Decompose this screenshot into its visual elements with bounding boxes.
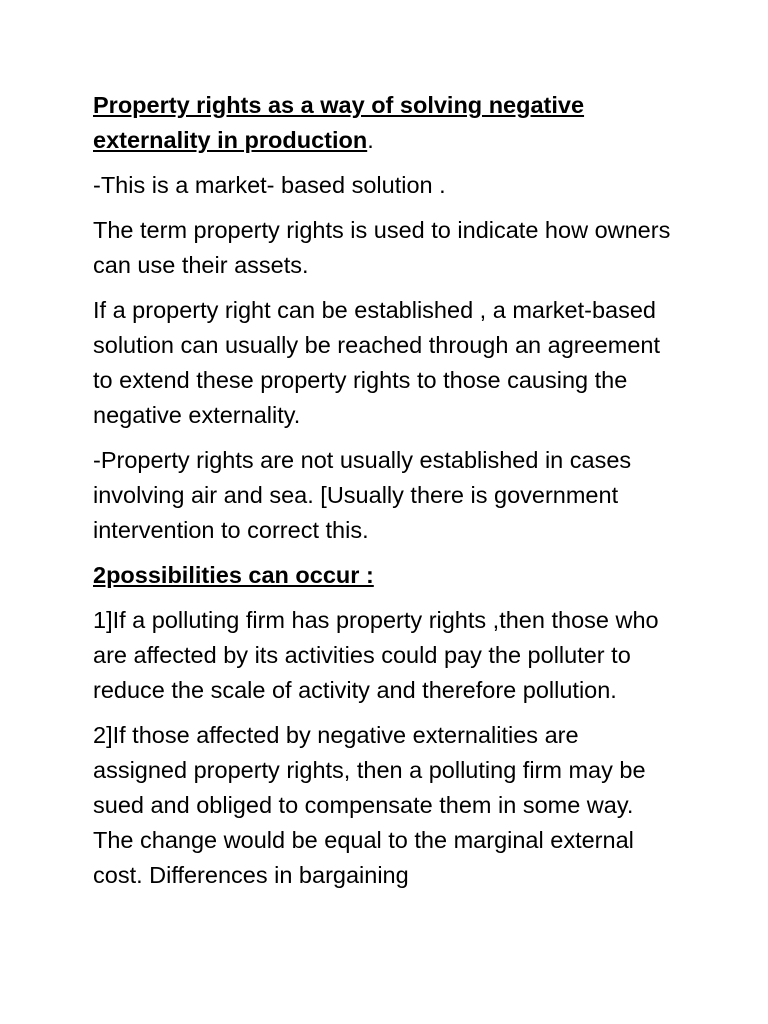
- document-title: [93, 88, 673, 158]
- paragraph-air-and-sea: -Property rights are not usually established in cases involving air and sea. [Usually there is government intervention to correct this.: [93, 447, 632, 543]
- document-body: [93, 88, 673, 903]
- paragraph-established: If a property right can be established , a market-based solution can usually be reached through an agreement to extend these property rights to those causing the negative externality.: [93, 297, 660, 428]
- paragraph-definition: The term property rights is used to indicate how owners can use their assets.: [93, 217, 671, 278]
- possibility-two: 2]If those affected by negative externalities are assigned property rights, then a polluting firm may be sued and obliged to compensate them in some way. The change would be equal to the marginal external cost. Differences in bargaining: [93, 722, 646, 888]
- title-suffix: .: [367, 127, 374, 153]
- possibility-one: 1]If a polluting firm has property rights ,then those who are affected by its activities could pay the polluter to reduce the scale of activity and therefore pollution.: [93, 607, 659, 703]
- paragraph-market-based: -This is a market- based solution .: [93, 172, 446, 198]
- title-underlined: Property rights as a way of solving negative externality in production: [93, 92, 585, 153]
- possibilities-subheading: [93, 558, 673, 593]
- subheading-text: 2possibilities can occur :: [93, 562, 374, 588]
